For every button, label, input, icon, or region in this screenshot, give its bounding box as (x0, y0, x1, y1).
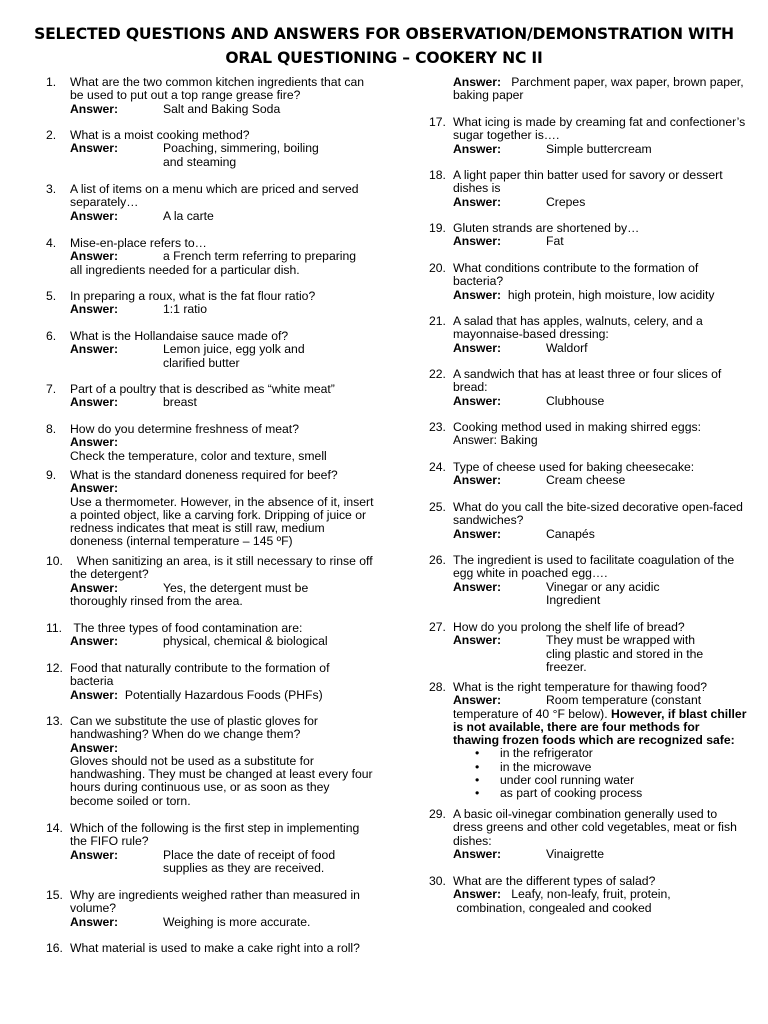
question-text: Gluten strands are shortened by… (453, 221, 640, 235)
answer-text: Weighing is more accurate. (163, 914, 311, 929)
question-text: What are the two common kitchen ingredients that can be used to put out a top range grease fire? (70, 75, 365, 103)
answer (70, 635, 376, 648)
answer (453, 342, 747, 355)
question-item (429, 808, 747, 875)
thawing-methods-list (453, 747, 747, 800)
question-text: When sanitizing an area, is it still necessary to rinse off the detergent? (70, 554, 376, 582)
question-text: A list of items on a menu which are priced and served separately… (70, 182, 359, 210)
answer-text: Leafy, non-leafy, fruit, protein, (501, 887, 671, 902)
answer (453, 581, 747, 594)
answer (453, 848, 747, 861)
question-text: What is the Hollandaise sauce made of? (70, 329, 289, 343)
question-number: 15. (46, 888, 63, 902)
question-number: 21. (429, 314, 446, 328)
answer-text: Check the temperature, color and texture, smell (70, 448, 327, 463)
answer-text: Fat (546, 234, 564, 249)
answer-text: Parchment paper, wax paper, brown paper, baking paper (453, 75, 748, 103)
list-item: • under cool running water (453, 774, 747, 787)
question-item (46, 423, 376, 469)
answer-label: Answer: (70, 249, 119, 264)
question-item (429, 554, 747, 621)
answer-text: breast (163, 395, 197, 410)
answer-text: Poaching, simmering, boiling (163, 141, 319, 156)
answer (453, 196, 747, 209)
question-number: 5. (46, 289, 57, 303)
answer-text: all ingredients needed for a particular dish. (70, 262, 300, 277)
question-number: 24. (429, 460, 446, 474)
question-text: Which of the following is the first step in implementing the FIFO rule? (70, 821, 360, 849)
question-item (429, 875, 747, 915)
question-text: What is the standard doneness required for beef? (70, 468, 338, 482)
question-item (46, 469, 376, 555)
answer-text: a French term referring to preparing (163, 249, 357, 264)
question-text: What is a moist cooking method? (70, 128, 250, 142)
answer-label: Answer: (70, 435, 119, 450)
answer-text: supplies as they are received. (163, 860, 325, 875)
answer (70, 582, 376, 595)
answer (70, 210, 376, 223)
question-item (46, 330, 376, 383)
question-item (429, 222, 747, 262)
question-item (429, 461, 747, 501)
question-item (429, 116, 747, 169)
answer-text: Gloves should not be used as a substitute for handwashing. They must be changed at least every four hours during continuous use, or as soon as they become soiled or torn. (70, 753, 373, 808)
answer-text (453, 708, 747, 748)
question-text: What do you call the bite-sized decorative open-faced sandwiches? (453, 500, 743, 528)
answer-label: Answer: (453, 526, 502, 541)
answer-text: A la carte (163, 208, 214, 223)
question-number: 17. (429, 115, 446, 129)
answer-label: Answer: (70, 101, 119, 116)
answer-text: Potentially Hazardous Foods (PHFs) (118, 687, 323, 702)
question-item (429, 501, 747, 554)
question-number: 2. (46, 128, 57, 142)
answer-text: Salt and Baking Soda (163, 101, 281, 116)
question-number: 7. (46, 382, 57, 396)
question-number: 12. (46, 661, 63, 675)
question-item (429, 621, 747, 681)
answer-text: Answer: Baking (453, 433, 538, 448)
answer-label: Answer: (70, 914, 119, 929)
answer-text: Ingredient (546, 592, 601, 607)
answer (453, 395, 747, 408)
question-number: 28. (429, 680, 446, 694)
question-number: 14. (46, 821, 63, 835)
question-item (46, 129, 376, 183)
question-text: Cooking method used in making shirred eggs: (453, 420, 701, 434)
answer-label: Answer: (453, 887, 502, 902)
left-column (46, 76, 376, 972)
question-item (46, 76, 376, 129)
answer (70, 916, 376, 929)
question-number: 26. (429, 553, 446, 567)
question-number: 13. (46, 714, 63, 728)
answer (70, 250, 376, 263)
answer-text: temperature of 40 °F below). (453, 706, 608, 721)
question-number: 3. (46, 182, 57, 196)
question-item (46, 290, 376, 330)
answer-text: physical, chemical & biological (163, 634, 328, 649)
answer-text: Lemon juice, egg yolk and (163, 342, 305, 357)
answer-label: Answer: (70, 302, 119, 317)
answer-label: Answer: (453, 579, 502, 594)
question-text: Can we substitute the use of plastic gloves for handwashing? When do we change them? (70, 714, 318, 742)
list-item: • as part of cooking process (453, 787, 747, 800)
answer (70, 303, 376, 316)
answer-label: Answer: (70, 208, 119, 223)
question-number: 10. (46, 554, 63, 568)
answer-text: Cream cheese (546, 473, 626, 488)
answer-label: Answer: (70, 847, 119, 862)
question-item (46, 822, 376, 889)
question-item (429, 315, 747, 368)
page-title (0, 22, 768, 70)
answer-label: Answer: (453, 473, 502, 488)
question-item (46, 715, 376, 822)
answer (453, 888, 747, 901)
answer (70, 689, 376, 702)
question-number: 11. (46, 621, 63, 635)
question-number: 19. (429, 221, 446, 235)
answer-label: Answer: (453, 340, 502, 355)
question-item (46, 662, 376, 715)
answer-label: Answer: (70, 634, 119, 649)
question-text: What icing is made by creaming fat and confectioner’s sugar together is…. (453, 115, 746, 143)
answer-text: Room temperature (constant (546, 693, 702, 708)
question-item (46, 237, 376, 290)
answer-text: Vinaigrette (546, 846, 605, 861)
question-text: How do you determine freshness of meat? (70, 422, 299, 436)
answer-label: Answer: (70, 580, 119, 595)
question-number: 30. (429, 874, 446, 888)
question-number: 23. (429, 420, 446, 434)
question-text: The three types of food contamination are: (70, 621, 303, 635)
answer-label: Answer: (70, 481, 119, 496)
answer-label: Answer: (453, 846, 502, 861)
answer (70, 103, 376, 116)
answer (453, 528, 747, 541)
question-number: 22. (429, 367, 446, 381)
answer-emphasis: However, if blast chiller is not available, there are four methods for thawing frozen foods which are recognized safe: (453, 706, 747, 748)
answer-label: Answer: (453, 633, 502, 648)
answer (453, 474, 747, 487)
answer-text: Clubhouse (546, 393, 605, 408)
answer (453, 235, 747, 248)
question-item (46, 622, 376, 662)
answer-label: Answer: (453, 75, 502, 89)
answer-text: Yes, the detergent must be (163, 580, 309, 595)
answer-text: Waldorf (546, 340, 588, 355)
answer-text: Simple buttercream (546, 141, 652, 156)
answer (70, 849, 376, 862)
question-item (46, 889, 376, 942)
question-item (429, 169, 747, 222)
question-item (429, 368, 747, 421)
question-number: 6. (46, 329, 57, 343)
title-line-1: SELECTED QUESTIONS AND ANSWERS FOR OBSERVATION/DEMONSTRATION WITH (34, 25, 734, 43)
question-item (46, 555, 376, 622)
question-number: 16. (46, 941, 63, 955)
answer-text: Use a thermometer. However, in the absence of it, insert a pointed object, like a carving fork. Dripping of juice or redness indicates that meat is still raw, medium doneness (internal temperature – 145 ºF) (70, 494, 374, 549)
answer-label: Answer: (70, 395, 119, 410)
question-number: 29. (429, 807, 446, 821)
question-item (46, 183, 376, 237)
question-text: What material is used to make a cake right into a roll? (70, 941, 360, 955)
answer (70, 142, 376, 155)
answer-text: 1:1 ratio (163, 302, 208, 317)
answer-label: Answer: (453, 194, 502, 209)
question-text: The ingredient is used to facilitate coagulation of the egg white in poached egg…. (453, 553, 735, 581)
answer (70, 343, 376, 356)
question-number: 25. (429, 500, 446, 514)
answer-text: combination, congealed and cooked (453, 900, 652, 915)
question-number: 8. (46, 422, 57, 436)
question-item (429, 681, 747, 808)
question-text: What are the different types of salad? (453, 874, 656, 888)
question-item (429, 421, 747, 461)
question-text: Why are ingredients weighed rather than measured in volume? (70, 888, 360, 916)
answer-label: Answer: (70, 342, 119, 357)
question-item (429, 262, 747, 315)
answer-continuation (429, 76, 747, 116)
answer-text: Canapés (546, 526, 595, 541)
answer-label: Answer: (453, 693, 502, 708)
answer-text: high protein, high moisture, low acidity (501, 287, 715, 302)
answer-text: freezer. (546, 659, 587, 674)
answer-text: and steaming (163, 154, 237, 169)
question-text: A light paper thin batter used for savory or dessert dishes is (453, 168, 723, 196)
answer-label: Answer: (453, 234, 502, 249)
question-text: A sandwich that has at least three or four slices of bread: (453, 367, 722, 395)
title-line-2: ORAL QUESTIONING – COOKERY NC II (225, 49, 543, 67)
question-text: A salad that has apples, walnuts, celery, and a mayonnaise-based dressing: (453, 314, 703, 342)
answer (70, 396, 376, 409)
answer (453, 143, 747, 156)
answer-label: Answer: (70, 687, 119, 702)
question-number: 27. (429, 620, 446, 634)
question-number: 18. (429, 168, 446, 182)
question-text: A basic oil-vinegar combination generally used to dress greens and other cold vegetables, meat or fish dishes: (453, 807, 737, 848)
question-text: What is the right temperature for thawing food? (453, 680, 708, 694)
question-item (46, 383, 376, 423)
question-number: 9. (46, 468, 57, 482)
answer (453, 289, 747, 302)
question-text: Type of cheese used for baking cheesecake: (453, 460, 695, 474)
answer-label: Answer: (70, 141, 119, 156)
answer-text: Place the date of receipt of food (163, 847, 336, 862)
question-number: 4. (46, 236, 57, 250)
question-text: Mise-en-place refers to… (70, 236, 207, 250)
question-item (46, 942, 376, 972)
right-column (429, 76, 747, 915)
question-text: In preparing a roux, what is the fat flour ratio? (70, 289, 316, 303)
answer-text: Crepes (546, 194, 586, 209)
question-text: Food that naturally contribute to the formation of bacteria (70, 661, 330, 689)
list-item: • in the microwave (453, 761, 747, 774)
answer-label: Answer: (453, 287, 502, 302)
answer (453, 634, 747, 647)
answer (453, 694, 747, 707)
question-number: 20. (429, 261, 446, 275)
answer-label: Answer: (70, 740, 119, 755)
answer (453, 76, 747, 103)
answer-text: Vinegar or any acidic (546, 579, 660, 594)
answer-label: Answer: (453, 141, 502, 156)
list-item: • in the refrigerator (453, 747, 747, 760)
question-text: Part of a poultry that is described as “white meat” (70, 382, 335, 396)
question-text: How do you prolong the shelf life of bread? (453, 620, 685, 634)
answer-text: They must be wrapped with (546, 633, 696, 648)
answer-text: thoroughly rinsed from the area. (70, 593, 243, 608)
question-text: What conditions contribute to the formation of bacteria? (453, 261, 699, 289)
answer-text: cling plastic and stored in the (546, 646, 704, 661)
answer-text: clarified butter (163, 355, 240, 370)
answer-label: Answer: (453, 393, 502, 408)
question-number: 1. (46, 75, 57, 89)
